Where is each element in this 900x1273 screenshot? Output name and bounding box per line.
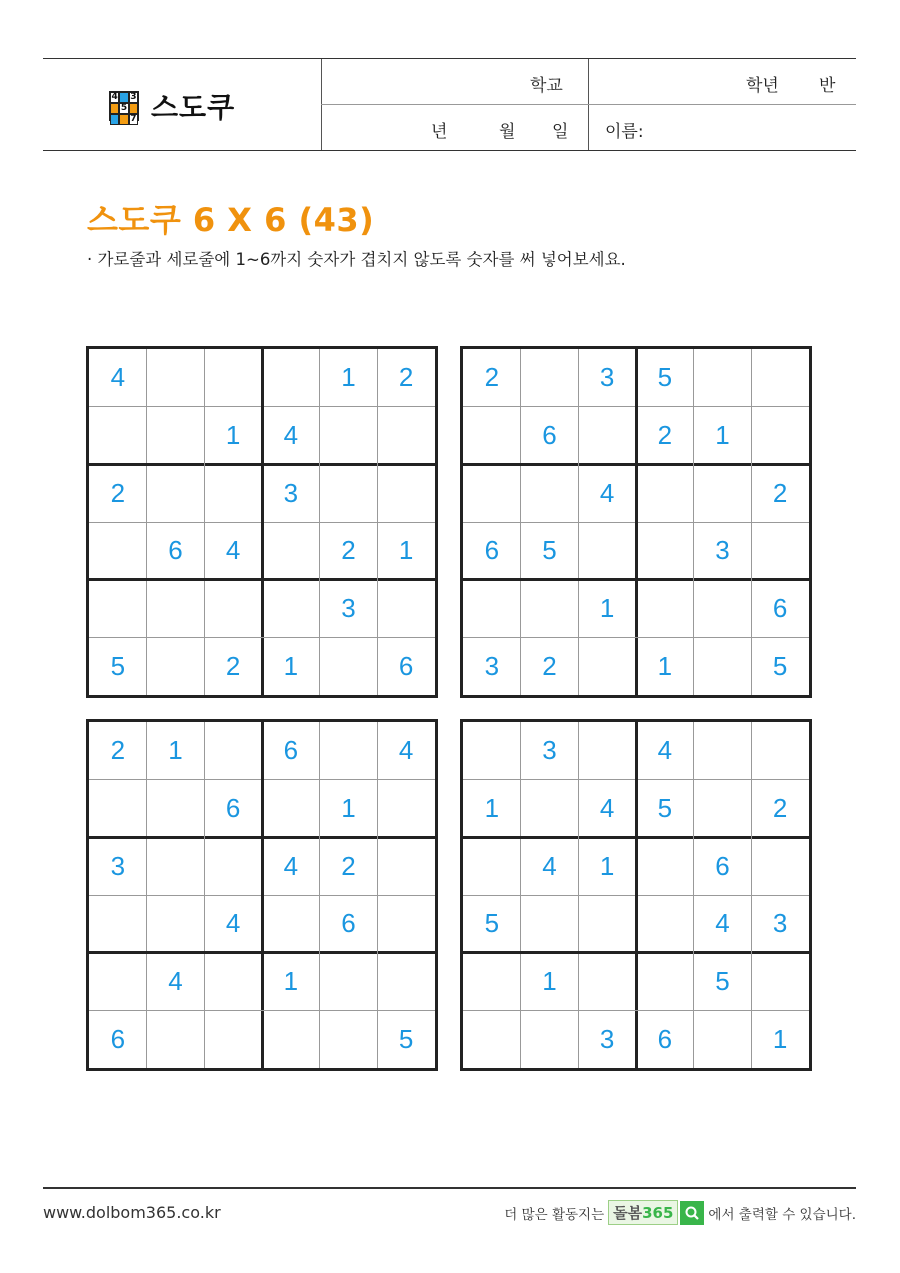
sudoku-cell: 2 <box>110 477 126 508</box>
sudoku-cell[interactable] <box>262 1010 320 1068</box>
sudoku-cell[interactable] <box>204 722 262 780</box>
sudoku-cell: 4 <box>715 908 730 939</box>
sudoku-cell[interactable] <box>636 895 694 953</box>
sudoku-cell[interactable] <box>147 637 205 695</box>
sudoku-cell[interactable] <box>578 722 636 780</box>
sudoku-cell: 4 <box>168 965 183 996</box>
sudoku-cell[interactable] <box>578 637 636 695</box>
sudoku-cell[interactable] <box>521 780 579 838</box>
sudoku-cell: 6 <box>772 592 788 623</box>
sudoku-cell[interactable] <box>262 522 320 580</box>
sudoku-cell: 1 <box>657 650 673 681</box>
sudoku-cell: 2 <box>110 735 126 766</box>
sudoku-cell[interactable] <box>521 580 579 638</box>
header-divider <box>321 104 856 105</box>
sudoku-cell: 2 <box>772 477 788 508</box>
sudoku-cell[interactable] <box>377 895 435 953</box>
instruction-text: · 가로줄과 세로줄에 1~6까지 숫자가 겹치지 않도록 숫자를 써 넣어보세요. <box>87 250 626 269</box>
sudoku-cell[interactable] <box>262 780 320 838</box>
sudoku-cell[interactable] <box>147 895 205 953</box>
sudoku-cell[interactable] <box>320 1010 378 1068</box>
sudoku-cell: 6 <box>341 908 356 939</box>
sudoku-cell: 2 <box>542 650 557 681</box>
sudoku-cell[interactable] <box>147 780 205 838</box>
sudoku-cell[interactable] <box>147 349 205 407</box>
sudoku-cell[interactable] <box>521 464 579 522</box>
sudoku-cell[interactable] <box>694 637 752 695</box>
grade-label: 학년 <box>746 76 779 96</box>
sudoku-cell[interactable] <box>377 580 435 638</box>
sudoku-cell[interactable] <box>320 637 378 695</box>
sudoku-cell: 3 <box>599 1023 615 1054</box>
sudoku-cell: 6 <box>283 735 299 766</box>
sudoku-cell: 6 <box>484 535 500 566</box>
sudoku-cell: 3 <box>599 362 615 393</box>
sudoku-cell[interactable] <box>204 464 262 522</box>
sudoku-cell[interactable] <box>377 464 435 522</box>
sudoku-cell[interactable] <box>521 349 579 407</box>
sudoku-cell[interactable] <box>636 522 694 580</box>
sudoku-cell: 5 <box>657 362 673 393</box>
sudoku-cell: 5 <box>772 650 788 681</box>
sudoku-cell: 3 <box>715 535 730 566</box>
sudoku-cell: 6 <box>715 850 730 881</box>
sudoku-cell: 4 <box>398 735 414 766</box>
search-icon <box>680 1201 704 1225</box>
sudoku-cell: 5 <box>657 792 673 823</box>
sudoku-cell: 5 <box>484 908 500 939</box>
worksheet-header <box>43 58 856 151</box>
sudoku-cell[interactable] <box>147 407 205 465</box>
sudoku-cell: 3 <box>110 850 126 881</box>
school-label: 학교 <box>530 76 563 96</box>
sudoku-cell: 4 <box>283 419 299 450</box>
sudoku-cell[interactable] <box>89 580 147 638</box>
sudoku-cell[interactable] <box>204 953 262 1011</box>
sudoku-cell[interactable] <box>751 407 809 465</box>
promo-banner <box>504 1200 856 1225</box>
sudoku-cell[interactable] <box>636 580 694 638</box>
sudoku-cell: 2 <box>398 362 414 393</box>
sudoku-cell: 2 <box>341 535 356 566</box>
sudoku-cell: 1 <box>599 592 615 623</box>
sudoku-cell: 1 <box>398 535 414 566</box>
sudoku-cell[interactable] <box>751 837 809 895</box>
sudoku-cell: 4 <box>599 792 615 823</box>
sudoku-cell[interactable] <box>147 580 205 638</box>
sudoku-cell[interactable] <box>463 1010 521 1068</box>
sudoku-cell: 2 <box>772 792 788 823</box>
sudoku-cell: 6 <box>398 650 414 681</box>
sudoku-cell: 3 <box>283 477 299 508</box>
sudoku-cell: 6 <box>657 1023 673 1054</box>
sudoku-cell: 1 <box>283 650 299 681</box>
sudoku-cell[interactable] <box>578 407 636 465</box>
sudoku-cell: 3 <box>772 908 788 939</box>
year-label: 년 <box>431 122 448 142</box>
sudoku-cell: 1 <box>283 965 299 996</box>
sudoku-cell: 6 <box>542 419 557 450</box>
sudoku-cell: 5 <box>715 965 730 996</box>
sudoku-cell: 1 <box>341 792 356 823</box>
sudoku-cell[interactable] <box>694 722 752 780</box>
sudoku-cell[interactable] <box>262 349 320 407</box>
sudoku-cell: 1 <box>542 965 557 996</box>
website-url: www.dolbom365.co.kr <box>43 1203 221 1222</box>
sudoku-puzzle-2 <box>460 346 812 698</box>
sudoku-cell[interactable] <box>320 722 378 780</box>
footer-divider <box>43 1187 856 1189</box>
sudoku-cell: 1 <box>772 1023 788 1054</box>
sudoku-cell[interactable] <box>463 464 521 522</box>
sudoku-cell[interactable] <box>751 522 809 580</box>
sudoku-cell[interactable] <box>751 722 809 780</box>
logo-title: 스도쿠 <box>151 91 236 124</box>
sudoku-cell[interactable] <box>751 349 809 407</box>
sudoku-cell[interactable] <box>89 407 147 465</box>
page-title: 스도쿠 6 X 6 (43) <box>87 201 375 239</box>
sudoku-cell: 4 <box>657 735 673 766</box>
sudoku-cell[interactable] <box>320 953 378 1011</box>
sudoku-cell[interactable] <box>262 580 320 638</box>
sudoku-cell: 5 <box>110 650 126 681</box>
sudoku-cell[interactable] <box>578 953 636 1011</box>
sudoku-cell[interactable] <box>636 953 694 1011</box>
sudoku-cell[interactable] <box>636 464 694 522</box>
sudoku-cell: 3 <box>341 592 356 623</box>
sudoku-cell[interactable] <box>463 837 521 895</box>
sudoku-cell: 3 <box>484 650 500 681</box>
sudoku-cell: 1 <box>484 792 500 823</box>
sudoku-cell[interactable] <box>463 407 521 465</box>
sudoku-cell[interactable] <box>694 1010 752 1068</box>
sudoku-cell: 4 <box>542 850 557 881</box>
sudoku-cell[interactable] <box>147 1010 205 1068</box>
logo <box>109 86 235 126</box>
class-label: 반 <box>819 76 836 96</box>
brand-logo <box>608 1200 704 1225</box>
sudoku-cell[interactable] <box>204 837 262 895</box>
sudoku-puzzle-3 <box>86 719 438 1071</box>
sudoku-cell: 3 <box>542 735 557 766</box>
sudoku-cell[interactable] <box>694 464 752 522</box>
sudoku-cell: 2 <box>484 362 500 393</box>
sudoku-cell: 4 <box>225 535 241 566</box>
sudoku-cell[interactable] <box>89 953 147 1011</box>
sudoku-cell[interactable] <box>521 1010 579 1068</box>
sudoku-cell: 1 <box>168 735 183 766</box>
sudoku-puzzle-4 <box>460 719 812 1071</box>
brand-number: 365 <box>642 1204 674 1222</box>
sudoku-cell[interactable] <box>204 1010 262 1068</box>
sudoku-cell[interactable] <box>377 407 435 465</box>
sudoku-cell[interactable] <box>751 953 809 1011</box>
sudoku-cell: 6 <box>168 535 183 566</box>
sudoku-cell: 4 <box>283 850 299 881</box>
sudoku-cell[interactable] <box>262 895 320 953</box>
sudoku-cell: 6 <box>110 1023 126 1054</box>
sudoku-cell: 1 <box>225 419 241 450</box>
name-label: 이름: <box>605 122 644 142</box>
sudoku-cell: 2 <box>225 650 241 681</box>
sudoku-cell[interactable] <box>521 895 579 953</box>
sudoku-cell[interactable] <box>89 780 147 838</box>
sudoku-cell[interactable] <box>463 953 521 1011</box>
sudoku-cell: 6 <box>225 792 241 823</box>
sudoku-cell[interactable] <box>89 895 147 953</box>
sudoku-cell[interactable] <box>377 837 435 895</box>
sudoku-cell: 2 <box>657 419 673 450</box>
sudoku-cell[interactable] <box>320 407 378 465</box>
sudoku-cell[interactable] <box>204 349 262 407</box>
sudoku-cell[interactable] <box>89 522 147 580</box>
sudoku-cell[interactable] <box>636 837 694 895</box>
month-label: 월 <box>499 122 516 142</box>
sudoku-cell[interactable] <box>694 349 752 407</box>
sudoku-cell[interactable] <box>694 580 752 638</box>
sudoku-cell[interactable] <box>204 580 262 638</box>
sudoku-cell: 1 <box>599 850 615 881</box>
sudoku-cell[interactable] <box>463 722 521 780</box>
sudoku-cell[interactable] <box>578 895 636 953</box>
sudoku-cell: 4 <box>225 908 241 939</box>
sudoku-cell[interactable] <box>377 780 435 838</box>
sudoku-cell[interactable] <box>694 780 752 838</box>
sudoku-cell: 1 <box>341 362 356 393</box>
sudoku-cell[interactable] <box>320 464 378 522</box>
sudoku-cell[interactable] <box>147 837 205 895</box>
sudoku-cell: 1 <box>715 419 730 450</box>
sudoku-cell: 5 <box>542 535 557 566</box>
promo-prefix: 더 많은 활동지는 <box>504 1206 605 1223</box>
day-label: 일 <box>552 122 569 142</box>
sudoku-cell[interactable] <box>377 953 435 1011</box>
brand-name: 돌봄 <box>613 1204 643 1222</box>
promo-suffix: 에서 출력할 수 있습니다. <box>708 1206 856 1223</box>
sudoku-cell: 4 <box>599 477 615 508</box>
sudoku-cell: 2 <box>341 850 356 881</box>
sudoku-cell[interactable] <box>147 464 205 522</box>
sudoku-logo-icon: 4 3 5 7 <box>109 91 139 121</box>
sudoku-cell: 5 <box>398 1023 414 1054</box>
sudoku-puzzle-1 <box>86 346 438 698</box>
sudoku-cell[interactable] <box>463 580 521 638</box>
sudoku-cell: 4 <box>110 362 126 393</box>
sudoku-cell[interactable] <box>578 522 636 580</box>
